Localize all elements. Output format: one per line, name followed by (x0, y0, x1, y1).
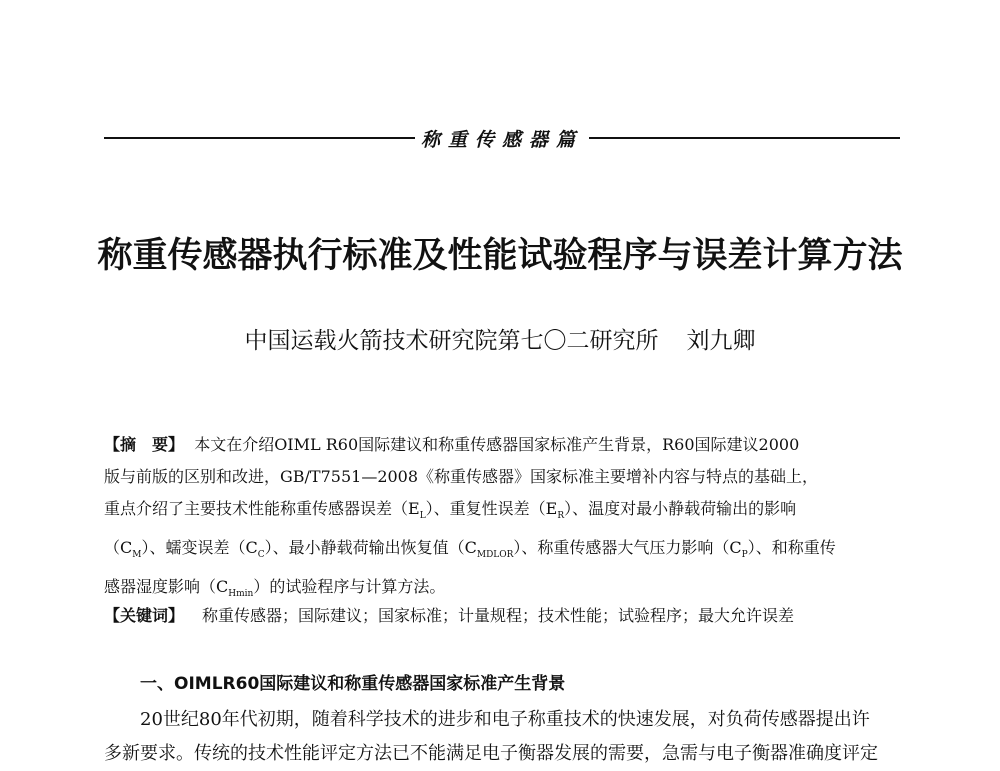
article-title: 称重传感器执行标准及性能试验程序与误差计算方法 (97, 236, 903, 276)
subscript: L (419, 511, 426, 522)
author-affiliation: 中国运载火箭技术研究院第七〇二研究所 (244, 328, 659, 354)
subscript: P (741, 550, 748, 561)
author-name: 刘九卿 (686, 328, 756, 354)
abstract-text: ）、称重传感器大气压力影响（C (513, 538, 742, 558)
abstract-text: ）的试验程序与计算方法。 (253, 577, 446, 597)
abstract-text: 感器湿度影响（C (104, 577, 229, 597)
abstract-text: ）、重复性误差（E (425, 499, 558, 518)
subscript: R (557, 511, 565, 522)
abstract-text: ）、最小静载荷输出恢复值（C (264, 538, 477, 558)
abstract-text: ）、温度对最小静载荷输出的影响 (564, 499, 797, 518)
abstract-label: 【摘 要】 (104, 435, 185, 454)
subscript: M (132, 550, 142, 561)
abstract-text: 重点介绍了主要技术性能称重传感器误差（E (104, 499, 420, 518)
header-rule-right (589, 137, 900, 139)
author-line (0, 322, 1000, 355)
abstract-line (104, 493, 904, 532)
abstract-text: 本文在介绍OIML R60国际建议和称重传感器国家标准产生背景，R60国际建议2000 (194, 435, 800, 454)
keywords-text: 称重传感器；国际建议；国家标准；计量规程；技术性能；试验程序；最大允许误差 (202, 606, 795, 625)
section-label: 称重传感器篇 (421, 128, 584, 151)
abstract-line (104, 461, 904, 493)
abstract (104, 429, 904, 611)
header-rule-left (104, 137, 415, 139)
abstract-text: ）、蠕变误差（C (141, 538, 258, 558)
abstract-text: ）、和称重传 (747, 538, 836, 558)
abstract-line (104, 429, 904, 461)
subscript: C (257, 550, 265, 561)
paragraph-line: 20世纪80年代初期，随着科学技术的进步和电子称重技术的快速发展，对负荷传感器提出许 (140, 709, 870, 730)
section-heading: 一、OIMLR60国际建议和称重传感器国家标准产生背景 (140, 674, 566, 694)
subscript: MDLOR (476, 550, 514, 561)
subscript: Hmin (228, 589, 254, 600)
section-header (104, 124, 900, 152)
keywords-label: 【关键词】 (104, 606, 185, 625)
paragraph-line: 多新要求。传统的技术性能评定方法已不能满足电子衡器发展的需要，急需与电子衡器准确度评定 (104, 743, 878, 764)
abstract-text: （C (104, 538, 133, 558)
abstract-line (104, 532, 904, 571)
body-paragraph (104, 703, 904, 771)
abstract-text: 版与前版的区别和改进，GB/T7551—2008《称重传感器》国家标准主要增补内容与特点的基础上， (104, 467, 819, 486)
keywords (104, 603, 904, 629)
